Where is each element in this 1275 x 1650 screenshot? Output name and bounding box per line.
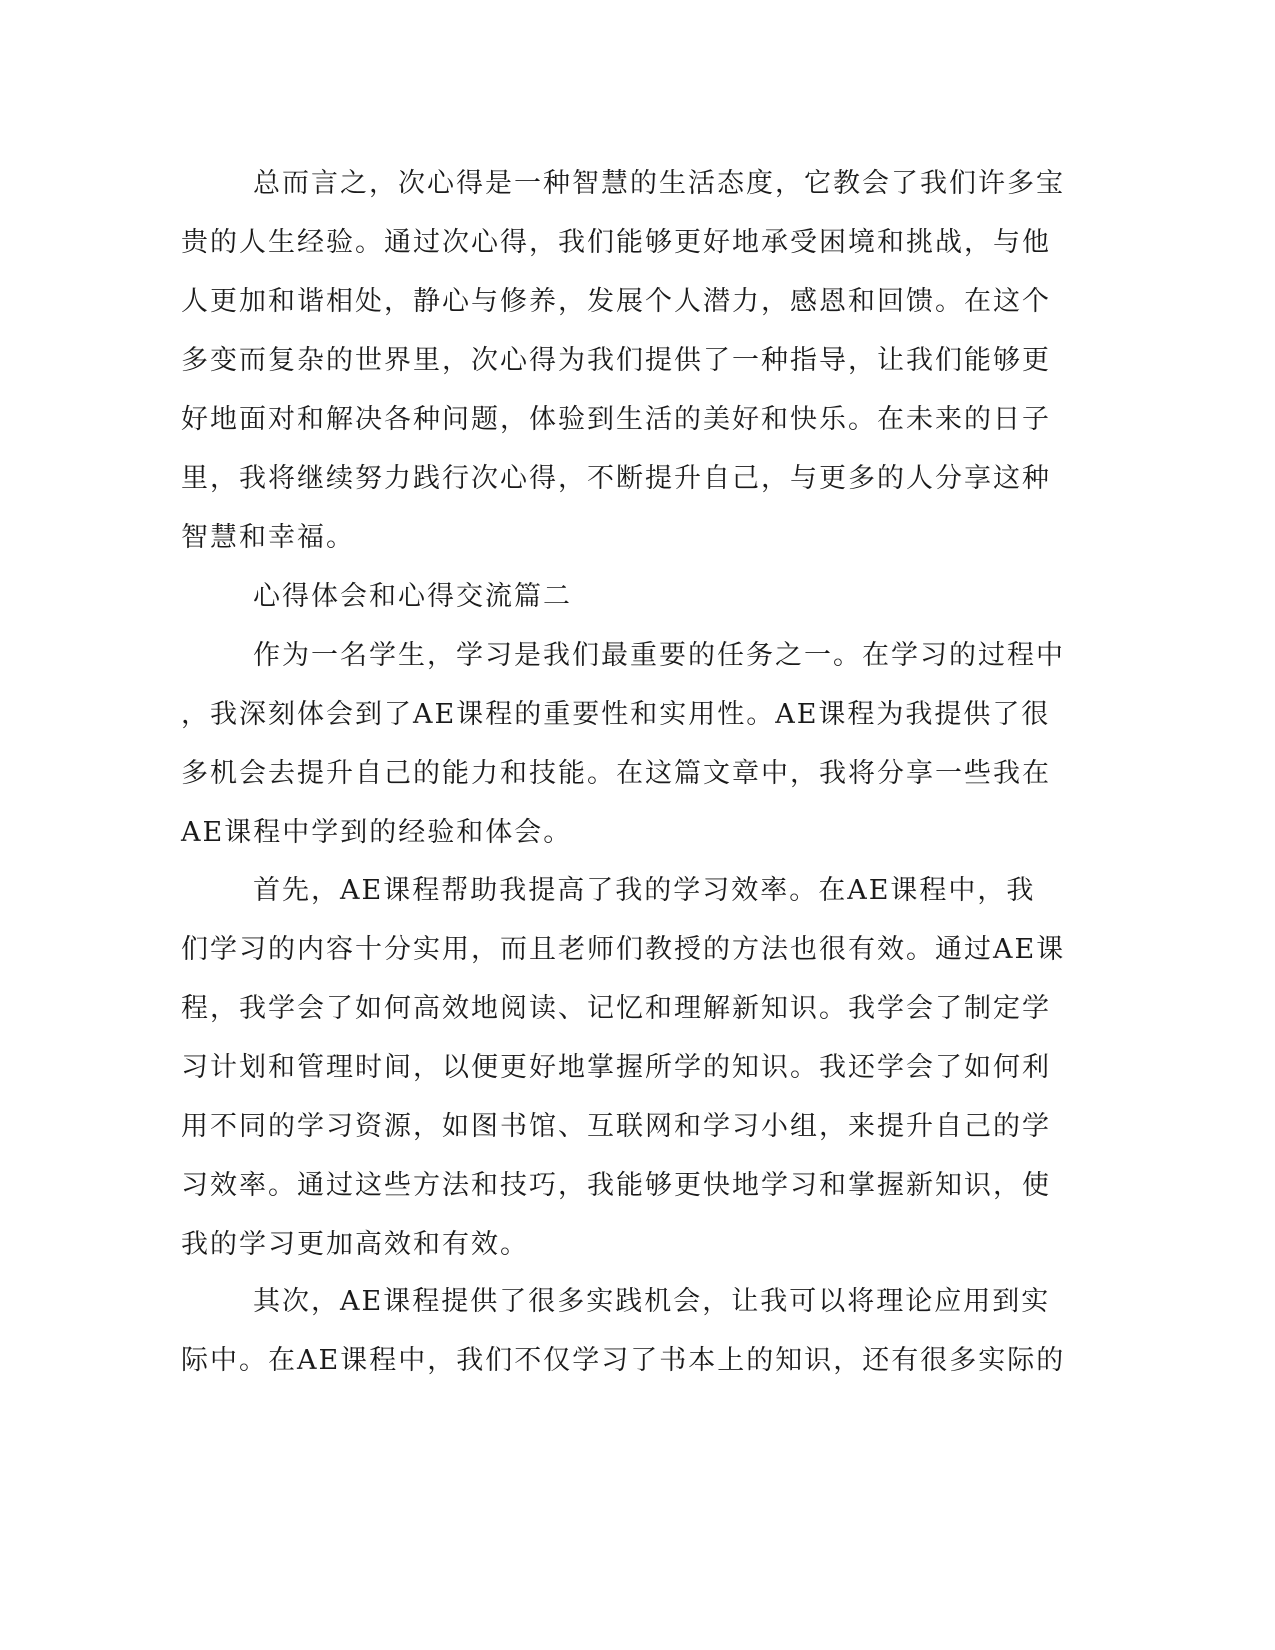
text-line: 首先，AE课程帮助我提高了我的学习效率。在AE课程中，我 — [253, 875, 1036, 906]
text-line: 多机会去提升自己的能力和技能。在这篇文章中，我将分享一些我在 — [181, 758, 1051, 789]
section-heading — [181, 567, 1041, 626]
text-line: 好地面对和解决各种问题，体验到生活的美好和快乐。在未来的日子 — [181, 404, 1051, 435]
text-line: 习效率。通过这些方法和技巧，我能够更快地学习和掌握新知识，使 — [181, 1170, 1051, 1201]
text-line: 总而言之，次心得是一种智慧的生活态度，它教会了我们许多宝 — [253, 168, 1065, 199]
text-line: 程，我学会了如何高效地阅读、记忆和理解新知识。我学会了制定学 — [181, 993, 1051, 1024]
text-line: 多变而复杂的世界里，次心得为我们提供了一种指导，让我们能够更 — [181, 345, 1051, 376]
text-line: 智慧和幸福。 — [181, 522, 355, 553]
text-line: 际中。在AE课程中，我们不仅学习了书本上的知识，还有很多实际的 — [181, 1345, 1066, 1376]
text-line: 们学习的内容十分实用，而且老师们教授的方法也很有效。通过AE课 — [181, 934, 1066, 965]
text-line: 里，我将继续努力践行次心得，不断提升自己，与更多的人分享这种 — [181, 463, 1051, 494]
text-line: 人更加和谐相处，静心与修养，发展个人潜力，感恩和回馈。在这个 — [181, 286, 1051, 317]
section-title: 心得体会和心得交流篇二 — [253, 581, 572, 612]
text-line: 作为一名学生，学习是我们最重要的任务之一。在学习的过程中 — [253, 640, 1065, 671]
text-line: 用不同的学习资源，如图书馆、互联网和学习小组，来提升自己的学 — [181, 1111, 1051, 1142]
paragraph-intro — [181, 626, 1065, 862]
text-line: AE课程中学到的经验和体会。 — [181, 817, 573, 848]
paragraph-conclusion — [181, 154, 1065, 567]
paragraph-second — [181, 1272, 1066, 1390]
text-line: 贵的人生经验。通过次心得，我们能够更好地承受困境和挑战，与他 — [181, 227, 1051, 258]
text-line: ，我深刻体会到了AE课程的重要性和实用性。AE课程为我提供了很 — [181, 699, 1051, 730]
text-line: 其次，AE课程提供了很多实践机会，让我可以将理论应用到实 — [253, 1286, 1051, 1317]
text-line: 我的学习更加高效和有效。 — [181, 1229, 529, 1260]
text-line: 习计划和管理时间，以便更好地掌握所学的知识。我还学会了如何利 — [181, 1052, 1051, 1083]
paragraph-first — [181, 861, 1066, 1274]
